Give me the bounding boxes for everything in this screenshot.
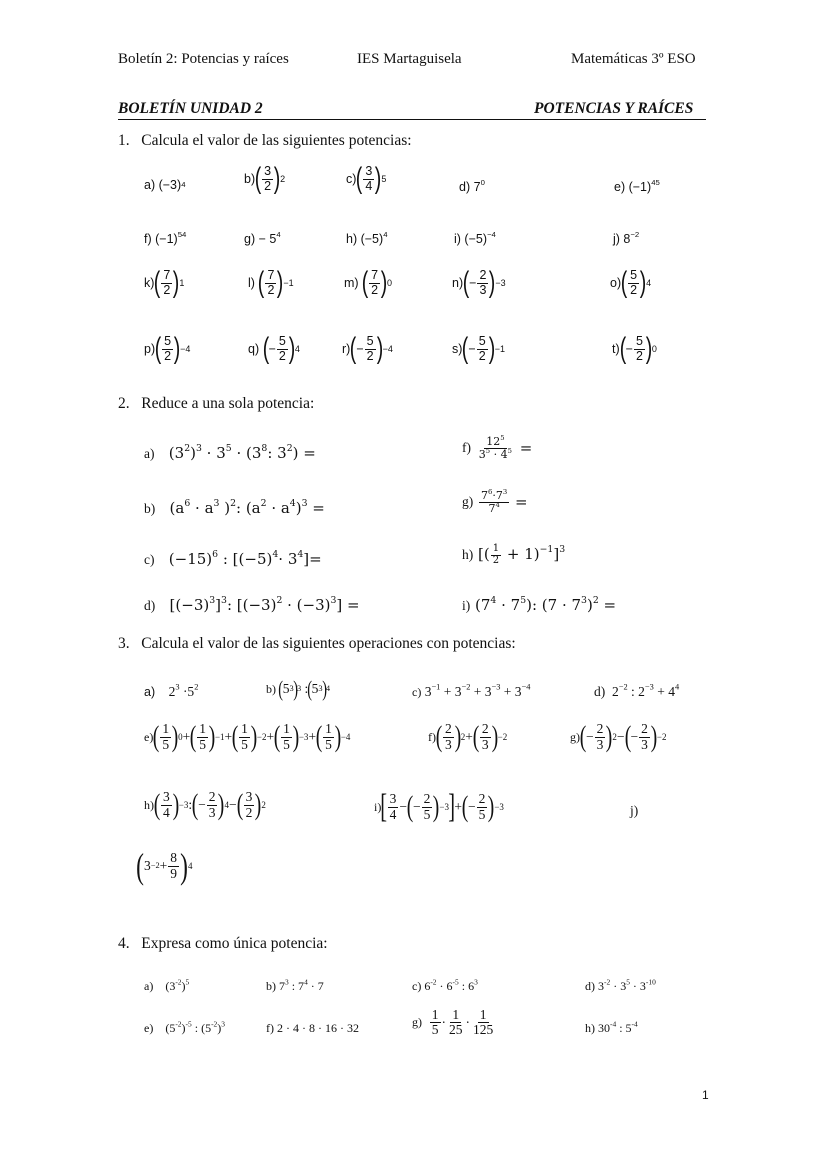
title-left: BOLETÍN UNIDAD 2 bbox=[118, 100, 263, 117]
ex2-f: f) $\frac{12^5}{3^5 \cdot 4^5}$ = bbox=[462, 433, 533, 461]
ex1-q: q) ( − $\frac{5}{2}$ ) 4 bbox=[248, 332, 300, 365]
ex2-b: b) ($a^6 \cdot a^3$ )$^2$: $(a^2 \cdot a^4)^3$ = bbox=[144, 498, 325, 517]
ex1-p: p) ( $\frac{5}{2}$ ) −4 bbox=[144, 332, 191, 365]
section-2-heading: 2. Reduce a una sola potencia: bbox=[118, 395, 315, 412]
ex4-a: a) $(3^{-2})^5$ bbox=[144, 977, 190, 993]
ex3-j: j) bbox=[630, 803, 639, 818]
ex1-n: n) ( − $\frac{2}{3}$ ) −3 bbox=[452, 266, 506, 299]
ex1-r: r) ( − $\frac{5}{2}$ ) −4 bbox=[342, 332, 393, 365]
header-center: IES Martaguisela bbox=[357, 51, 462, 67]
ex3-d: d) $2^{-2}$ : $2^{-3} + 4^4$ bbox=[594, 682, 680, 699]
ex1-i: i) $(-5)^{-4}$ bbox=[454, 230, 496, 246]
ex3-i: i) [ $\frac{3}{4}$ − ( − $\frac{2}{5}$ ) −3 ] + ( − $\frac{2}{5}$ ) −3 bbox=[374, 788, 504, 825]
header-right: Matemáticas 3º ESO bbox=[571, 51, 696, 67]
title-underline bbox=[118, 119, 706, 120]
title-right: POTENCIAS Y RAÍCES bbox=[534, 100, 694, 117]
ex1-l: l) ( $\frac{7}{2}$ ) −1 bbox=[248, 266, 294, 299]
ex4-h: h) $30^{-4}$ : $5^{-4}$ bbox=[585, 1019, 638, 1035]
ex4-c: c) $6^{-2} \cdot 6^{-5}$ : $6^3$ bbox=[412, 977, 478, 993]
ex3-g: g) ( − $\frac{2}{3}$ ) 2 − ( − $\frac{2}{3}$ ) −2 bbox=[570, 720, 667, 753]
ex4-d: d) $3^{-2} \cdot 3^5 \cdot 3^{-10}$ bbox=[585, 977, 656, 993]
ex3-h: h) ( $\frac{3}{4}$ ) −3 : ( − $\frac{2}{3}$ ) 4 − ( $\frac{3}{2}$ ) 2 bbox=[144, 788, 266, 821]
ex3-j-expression: ( 3 −2 + $\frac{8}{9}$ ) 4 bbox=[136, 846, 193, 886]
ex3-a: a) $2^3 \cdot 5^2$ bbox=[144, 682, 199, 699]
ex3-c: c) $3^{-1} + 3^{-2} + 3^{-3} + 3^{-4}$ bbox=[412, 682, 531, 699]
ex1-t: t) ( − $\frac{5}{2}$ ) 0 bbox=[612, 332, 657, 365]
section-1-heading: 1. Calcula el valor de las siguientes potencias: bbox=[118, 132, 412, 149]
ex1-o: o) ( $\frac{5}{2}$ ) 4 bbox=[610, 266, 652, 299]
ex4-g: g) $\frac{1}{5}$ · $\frac{1}{25}$ · $\frac{1}{125}$ bbox=[412, 1007, 494, 1038]
header-left: Boletín 2: Potencias y raíces bbox=[118, 51, 289, 67]
ex1-j: j) $8^{-2}$ bbox=[613, 230, 640, 246]
ex2-i: i) $(7^4 \cdot 7^5)$: $(7 \cdot 7^3)^2$ = bbox=[462, 595, 617, 614]
section-3-heading: 3. Calcula el valor de las siguientes operaciones con potencias: bbox=[118, 635, 516, 652]
section-4-heading: 4. Expresa como única potencia: bbox=[118, 935, 328, 952]
ex1-a: a) (−3) 4 bbox=[144, 178, 186, 192]
ex2-a: a) $(3^2)^3 \cdot 3^5 \cdot (3^8$: $3^2$) = bbox=[144, 443, 316, 462]
ex4-e: e) $(5^{-2})^{-5}$ : $(5^{-2})^3$ bbox=[144, 1019, 225, 1035]
ex1-b: b) ( $\frac{3}{2}$ ) 2 bbox=[244, 162, 286, 195]
page-number: 1 bbox=[702, 1088, 709, 1102]
ex1-c: c) ( $\frac{3}{4}$ ) 5 bbox=[346, 162, 387, 195]
ex1-m: m) ( $\frac{7}{2}$ ) 0 bbox=[344, 266, 393, 299]
ex4-f: f) 2 · 4 · 8 · 16 · 32 bbox=[266, 1021, 359, 1035]
ex3-b: b) ( 5 3 ) 3 : ( 5 3 ) 4 bbox=[266, 676, 331, 701]
ex2-h: h) [( $\frac{1}{2}$ + 1)$^{-1}$]$^3$ bbox=[462, 543, 566, 566]
ex1-s: s) ( − $\frac{5}{2}$ ) −1 bbox=[452, 332, 505, 365]
ex2-c: c) $(-15)^6$ : $[(-5)^4\cdot 3^4]=$ bbox=[144, 549, 322, 568]
ex1-h: h) $(-5)^4$ bbox=[346, 230, 388, 246]
ex3-f: f) ( $\frac{2}{3}$ ) 2 + ( $\frac{2}{3}$ ) −2 bbox=[428, 720, 508, 753]
ex1-e: e) $(-1)^{45}$ bbox=[614, 178, 660, 194]
ex1-g: $g) - 5^4$ bbox=[244, 230, 281, 246]
ex1-f: f) $(-1)^{54}$ bbox=[144, 230, 187, 246]
ex3-e: e) ( $\frac{1}{5}$ ) 0 + ( $\frac{1}{5}$ ) −1 + ( $\frac{1}{5}$ ) −2 + ( $\frac{1}{5}$ ) −3 + ( $\frac{1}{5}$ ) −4 bbox=[144, 720, 351, 753]
ex2-g: g) $\frac{7^6\cdot 7^3}{7^4}$ = bbox=[462, 487, 528, 515]
ex4-b: b) $7^3$ : $7^4 \cdot 7$ bbox=[266, 977, 324, 993]
ex2-d: d) $[(-3)^3]^3$: $[(-3)^2 \cdot (-3)^3]$ = bbox=[144, 595, 360, 614]
ex1-k: k) ( $\frac{7}{2}$ ) 1 bbox=[144, 266, 185, 299]
ex1-d: d) $7^0$ bbox=[459, 178, 485, 194]
